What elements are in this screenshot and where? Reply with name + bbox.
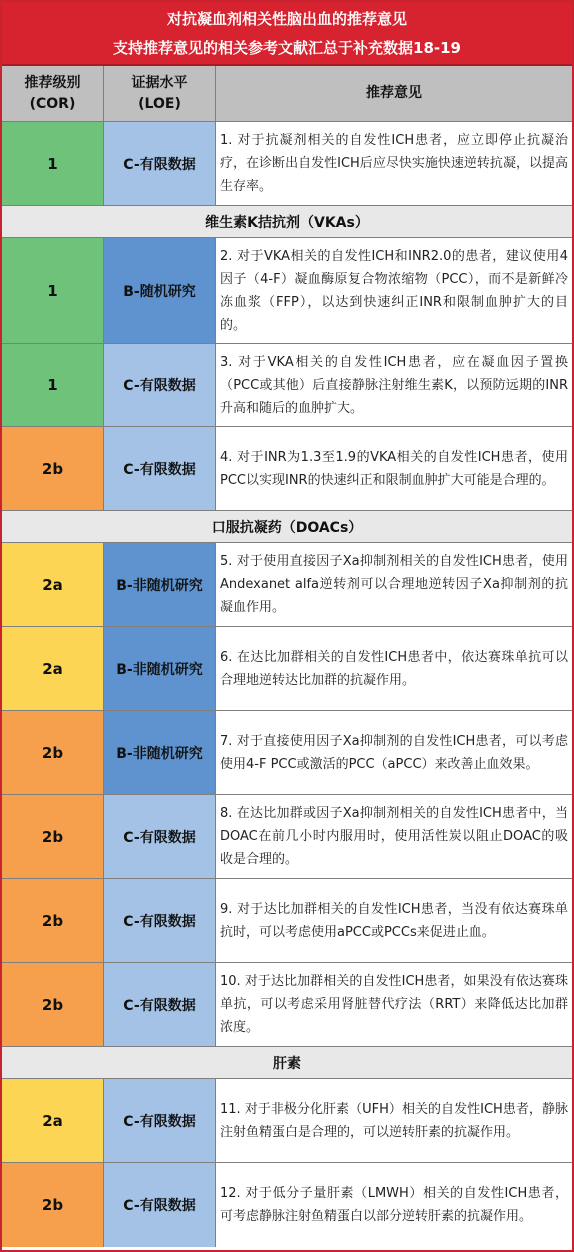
loe-cell: B-非随机研究 (104, 543, 216, 626)
title-line-2: 支持推荐意见的相关参考文献汇总于补充数据18-19 (113, 39, 461, 57)
recommendation-cell: 7. 对于直接使用因子Xa抑制剂的自发性ICH患者，可以考虑使用4-F PCC或激活的PCC（aPCC）来改善止血效果。 (220, 733, 568, 772)
table-row (2, 627, 572, 711)
recommendation-cell: 8. 在达比加群或因子Xa抑制剂相关的自发性ICH患者中，当DOAC在前几小时内服用时，使用活性炭以阻止DOAC的吸收是合理的。 (220, 806, 568, 867)
header-loe-abbr: (LOE) (138, 95, 181, 112)
table-row (2, 427, 572, 511)
table-header (2, 66, 572, 122)
cor-cell: 2b (2, 427, 104, 510)
table-row (2, 238, 572, 344)
recommendation-cell: 2. 对于VKA相关的自发性ICH和INR2.0的患者，建议使用4因子（4-F）凝血酶原复合物浓缩物（PCC），而不是新鲜冷冻血浆（FFP），以达到快速纠正INR和限制血肿扩大的目的。 (220, 248, 568, 333)
cor-cell: 1 (2, 122, 104, 205)
table-body (2, 122, 572, 1247)
title-line-1: 对抗凝血剂相关性脑出血的推荐意见 (166, 10, 407, 28)
recommendation-cell: 1. 对于抗凝剂相关的自发性ICH患者，应立即停止抗凝治疗，在诊断出自发性ICH后应尽快实施快速逆转抗凝，以提高生存率。 (220, 133, 568, 194)
recommendation-cell: 11. 对于非极分化肝素（UFH）相关的自发性ICH患者，静脉注射鱼精蛋白是合理的，可以逆转肝素的抗凝作用。 (220, 1101, 568, 1140)
cor-cell: 1 (2, 238, 104, 343)
recommendation-cell: 4. 对于INR为1.3至1.9的VKA相关的自发性ICH患者，使用PCC以实现INR的快速纠正和限制血肿扩大可能是合理的。 (220, 449, 568, 488)
loe-cell: C-有限数据 (104, 1079, 216, 1162)
cor-cell: 1 (2, 344, 104, 426)
loe-cell: C-有限数据 (104, 795, 216, 878)
loe-cell: C-有限数据 (104, 1163, 216, 1247)
header-rec (216, 66, 572, 121)
table-title (2, 2, 572, 66)
recommendation-cell: 5. 对于使用直接因子Xa抑制剂相关的自发性ICH患者，使用Andexanet alfa逆转剂可以合理地逆转因子Xa抑制剂的抗凝血作用。 (220, 554, 568, 615)
table-row (2, 963, 572, 1047)
recommendation-cell: 12. 对于低分子量肝素（LMWH）相关的自发性ICH患者，可考虑静脉注射鱼精蛋白以部分逆转肝素的抗凝作用。 (220, 1186, 568, 1224)
cor-cell: 2a (2, 543, 104, 626)
table-row (2, 1079, 572, 1163)
table-row (2, 543, 572, 627)
section-header-doac: 口服抗凝药（DOACs） (2, 511, 572, 543)
loe-cell: B-随机研究 (104, 238, 216, 343)
recommendation-cell: 9. 对于达比加群相关的自发性ICH患者，当没有依达赛珠单抗时，可以考虑使用aPCC或PCCs来促进止血。 (220, 901, 568, 940)
section-header-vka: 维生素K拮抗剂（VKAs） (2, 206, 572, 238)
header-loe (104, 66, 216, 121)
header-cor-label: 推荐级别 (24, 74, 81, 91)
cor-cell: 2b (2, 795, 104, 878)
table-row (2, 1163, 572, 1247)
cor-cell: 2a (2, 627, 104, 710)
recommendation-cell: 10. 对于达比加群相关的自发性ICH患者，如果没有依达赛珠单抗，可以考虑采用肾脏替代疗法（RRT）来降低达比加群浓度。 (220, 974, 568, 1035)
header-cor (2, 66, 104, 121)
loe-cell: C-有限数据 (104, 344, 216, 426)
recommendation-cell: 6. 在达比加群相关的自发性ICH患者中，依达赛珠单抗可以合理地逆转达比加群的抗凝作用。 (220, 649, 568, 688)
table-row (2, 344, 572, 427)
loe-cell: C-有限数据 (104, 879, 216, 962)
header-loe-label: 证据水平 (131, 74, 188, 91)
loe-cell: B-非随机研究 (104, 627, 216, 710)
table-row (2, 122, 572, 206)
header-rec-label: 推荐意见 (366, 85, 422, 101)
loe-cell: B-非随机研究 (104, 711, 216, 794)
table-row (2, 879, 572, 963)
table-row (2, 795, 572, 879)
section-header-heparin: 肝素 (2, 1047, 572, 1079)
cor-cell: 2b (2, 711, 104, 794)
recommendation-cell: 3. 对于VKA相关的自发性ICH患者，应在凝血因子置换（PCC或其他）后直接静脉注射维生素K，以预防远期的INR升高和随后的血肿扩大。 (220, 354, 568, 416)
loe-cell: C-有限数据 (104, 122, 216, 205)
loe-cell: C-有限数据 (104, 963, 216, 1046)
header-cor-abbr: (COR) (29, 95, 76, 112)
cor-cell: 2a (2, 1079, 104, 1162)
cor-cell: 2b (2, 1163, 104, 1247)
cor-cell: 2b (2, 963, 104, 1046)
loe-cell: C-有限数据 (104, 427, 216, 510)
cor-cell: 2b (2, 879, 104, 962)
table-row (2, 711, 572, 795)
